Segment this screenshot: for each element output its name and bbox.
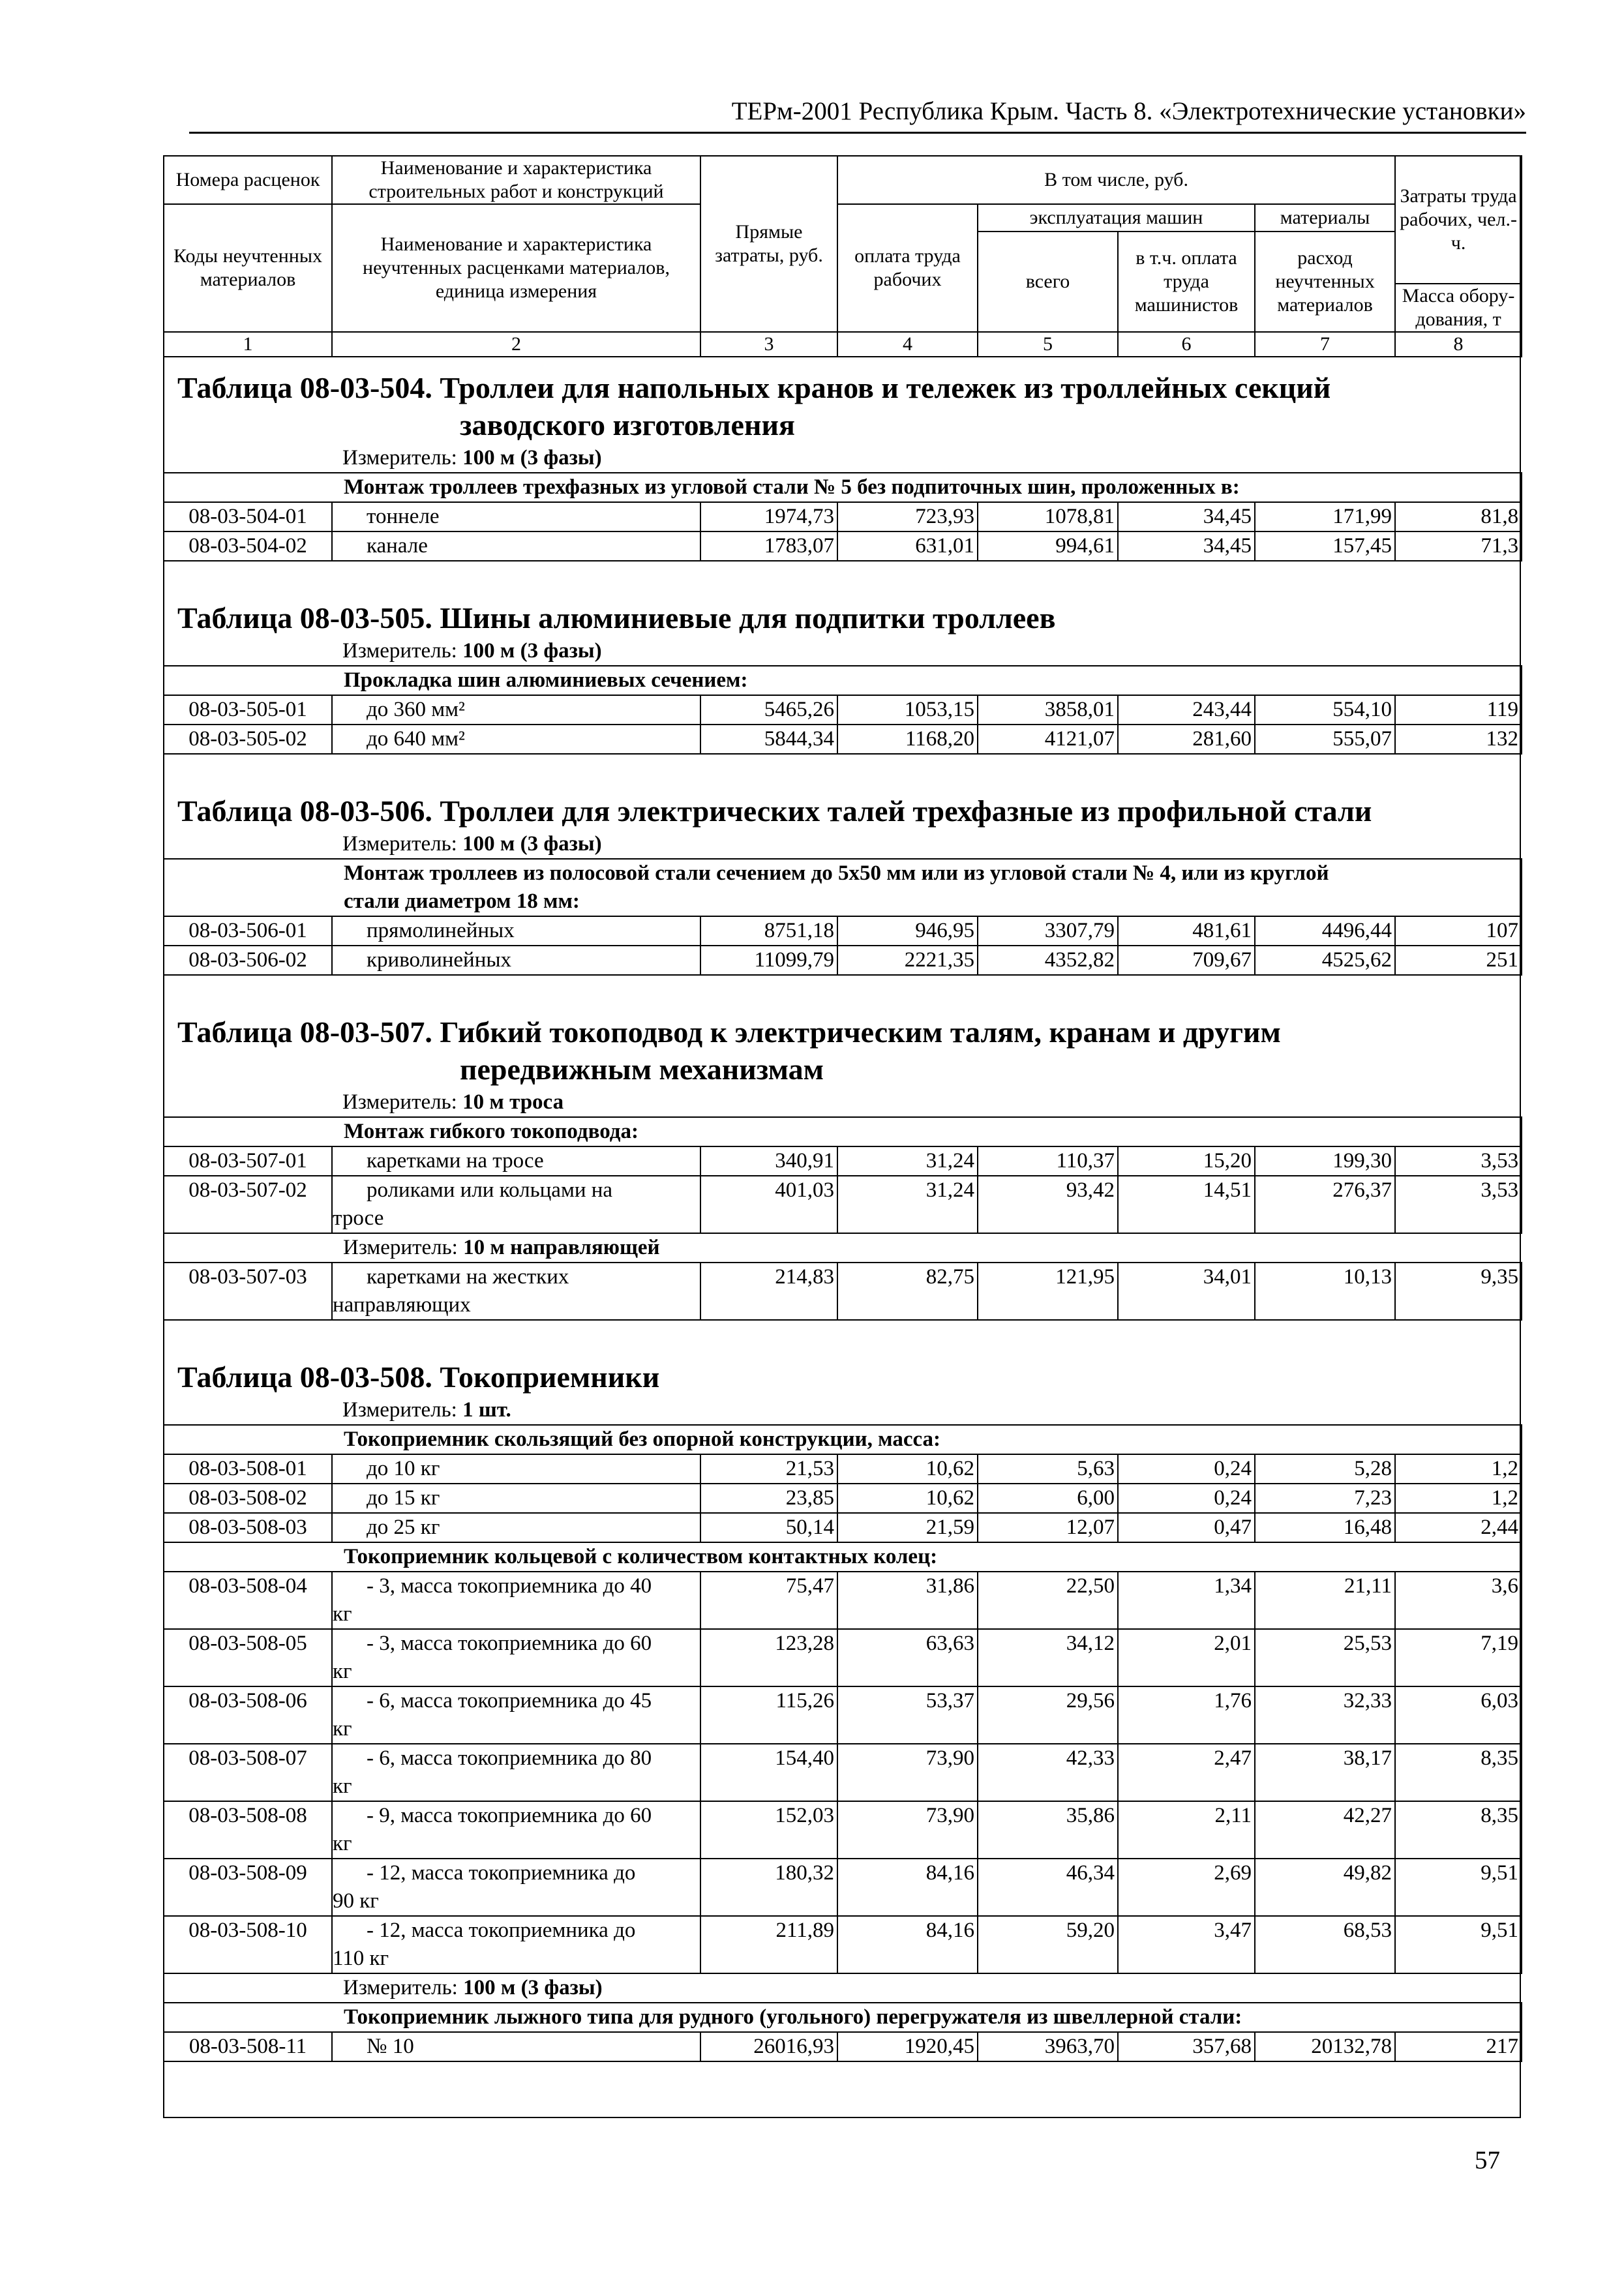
cell-labor-hours: 2,44	[1395, 1513, 1522, 1542]
cell-materials: 7,23	[1255, 1484, 1395, 1513]
cell-direct-cost: 211,89	[700, 1916, 837, 1973]
cell-machinist-pay: 2,01	[1118, 1629, 1255, 1686]
cell-machines-total: 59,20	[978, 1916, 1118, 1973]
row-name: тоннеле	[332, 502, 700, 531]
cell-direct-cost: 5465,26	[700, 695, 837, 725]
meter-label: Измеритель:	[342, 832, 457, 856]
row-code: 08-03-507-01	[164, 1146, 332, 1176]
section-title: Таблица 08-03-504. Троллеи для напольных кранов и тележек из троллейных секций	[177, 371, 1331, 404]
section-title: Таблица 08-03-507. Гибкий токоподвод к электрическим талям, кранам и другим	[177, 1015, 1281, 1049]
cell-direct-cost: 180,32	[700, 1859, 837, 1916]
row-name: канале	[332, 531, 700, 561]
cell-labor-hours: 71,3	[1395, 531, 1522, 561]
header-incl: В том числе, руб.	[837, 156, 1395, 204]
col-number: 4	[837, 332, 978, 357]
row-name-line1: - 12, масса токоприемника до	[367, 1861, 636, 1885]
row-name-line2: кг	[333, 1717, 352, 1741]
cell-labor-pay: 10,62	[837, 1454, 978, 1484]
cell-machinist-pay: 2,69	[1118, 1859, 1255, 1916]
cell-machines-total: 3858,01	[978, 695, 1118, 725]
row-code: 08-03-508-09	[164, 1859, 332, 1916]
table-row	[164, 1801, 1522, 1859]
meter-label: Измеритель:	[342, 446, 457, 470]
row-name-line1: - 9, масса токоприемника до 60	[367, 1804, 652, 1827]
section-title: Таблица 08-03-508. Токоприемники	[177, 1360, 660, 1394]
cell-machinist-pay: 1,76	[1118, 1686, 1255, 1744]
header-col6: в т.ч. оплата труда машинистов	[1118, 232, 1255, 332]
cell-labor-pay: 1920,45	[837, 2032, 978, 2061]
cell-materials: 171,99	[1255, 502, 1395, 531]
header-col3: Прямые затраты, руб.	[700, 156, 837, 332]
cell-materials: 199,30	[1255, 1146, 1395, 1176]
cell-materials: 21,11	[1255, 1572, 1395, 1629]
cell-labor-pay: 73,90	[837, 1801, 978, 1859]
row-name	[332, 1686, 700, 1744]
section-508	[163, 1358, 1521, 2062]
meter	[164, 1973, 1522, 2003]
cell-labor-hours: 3,53	[1395, 1146, 1522, 1176]
cell-labor-hours: 251	[1395, 946, 1522, 975]
cell-machines-total: 4352,82	[978, 946, 1118, 975]
col-number: 5	[978, 332, 1118, 357]
cell-labor-hours: 9,51	[1395, 1916, 1522, 1973]
cell-machines-total: 3963,70	[978, 2032, 1118, 2061]
row-name-line1: - 3, масса токоприемника до 60	[367, 1632, 652, 1655]
cell-direct-cost: 11099,79	[700, 946, 837, 975]
cell-machinist-pay: 34,45	[1118, 502, 1255, 531]
row-name-line2: кг	[333, 1774, 352, 1798]
table-row	[164, 502, 1522, 531]
row-name-line2: кг	[333, 1660, 352, 1683]
table-row	[164, 531, 1522, 561]
header-col1-bottom: Коды неучтенных материалов	[164, 204, 332, 332]
meter-label: Измеритель:	[342, 1398, 457, 1422]
cell-labor-hours: 1,2	[1395, 1484, 1522, 1513]
header-col1-top: Номера расценок	[164, 156, 332, 204]
cell-machines-total: 1078,81	[978, 502, 1118, 531]
meter-label: Измеритель:	[342, 639, 457, 663]
cell-direct-cost: 26016,93	[700, 2032, 837, 2061]
row-code: 08-03-508-06	[164, 1686, 332, 1744]
row-name: прямолинейных	[332, 916, 700, 946]
header-col8-top: Затраты труда рабочих, чел.-ч.	[1395, 156, 1522, 284]
cell-machines-total: 5,63	[978, 1454, 1118, 1484]
row-name-line1: - 3, масса токоприемника до 40	[367, 1574, 652, 1598]
meter-value: 100 м (3 фазы)	[462, 639, 602, 663]
row-name-line2: направляющих	[333, 1293, 471, 1317]
cell-labor-pay: 84,16	[837, 1859, 978, 1916]
row-code: 08-03-508-08	[164, 1801, 332, 1859]
cell-direct-cost: 75,47	[700, 1572, 837, 1629]
cell-direct-cost: 1974,73	[700, 502, 837, 531]
row-name-line1: каретками на жестких	[367, 1265, 569, 1289]
table-row	[164, 1176, 1522, 1233]
cell-machinist-pay: 709,67	[1118, 946, 1255, 975]
row-name: до 10 кг	[332, 1454, 700, 1484]
section-505	[163, 599, 1521, 755]
table-row	[164, 946, 1522, 975]
data-table	[163, 1116, 1522, 1321]
meter	[163, 1088, 1521, 1116]
table-row	[164, 1686, 1522, 1744]
cell-labor-pay: 1053,15	[837, 695, 978, 725]
row-name: до 25 кг	[332, 1513, 700, 1542]
cell-labor-hours: 1,2	[1395, 1454, 1522, 1484]
cell-materials: 49,82	[1255, 1859, 1395, 1916]
section-507	[163, 1013, 1521, 1321]
cell-direct-cost: 21,53	[700, 1454, 837, 1484]
row-code: 08-03-508-04	[164, 1572, 332, 1629]
cell-labor-pay: 31,24	[837, 1146, 978, 1176]
cell-labor-pay: 84,16	[837, 1916, 978, 1973]
page-number: 57	[1475, 2146, 1500, 2174]
row-code: 08-03-508-03	[164, 1513, 332, 1542]
group-heading-line2: стали диаметром 18 мм:	[344, 890, 580, 913]
row-name: № 10	[332, 2032, 700, 2061]
row-code: 08-03-505-02	[164, 725, 332, 754]
cell-labor-hours: 9,51	[1395, 1859, 1522, 1916]
cell-machines-total: 12,07	[978, 1513, 1118, 1542]
row-name-line2: тросе	[333, 1206, 384, 1230]
cell-labor-hours: 119	[1395, 695, 1522, 725]
cell-labor-pay: 63,63	[837, 1629, 978, 1686]
cell-materials: 555,07	[1255, 725, 1395, 754]
data-table	[163, 1424, 1522, 2062]
table-row	[164, 1454, 1522, 1484]
section-title-line2: передвижным механизмам	[460, 1053, 824, 1086]
row-code: 08-03-508-07	[164, 1744, 332, 1801]
header-col2-bottom: Наименование и характеристика неучтенных расценками материалов, единица измерения	[332, 204, 700, 332]
cell-machinist-pay: 281,60	[1118, 725, 1255, 754]
group-heading: Монтаж гибкого токоподвода:	[164, 1117, 1522, 1146]
cell-labor-hours: 3,6	[1395, 1572, 1522, 1629]
cell-direct-cost: 50,14	[700, 1513, 837, 1542]
header-col8-bottom: Масса обору-дования, т	[1395, 284, 1522, 332]
cell-machinist-pay: 34,45	[1118, 531, 1255, 561]
data-table	[163, 472, 1522, 561]
section-506	[163, 792, 1521, 976]
cell-labor-hours: 6,03	[1395, 1686, 1522, 1744]
cell-direct-cost: 5844,34	[700, 725, 837, 754]
cell-direct-cost: 23,85	[700, 1484, 837, 1513]
cell-materials: 5,28	[1255, 1454, 1395, 1484]
cell-machines-total: 42,33	[978, 1744, 1118, 1801]
row-name-line2: 110 кг	[333, 1947, 389, 1970]
meter-value: 10 м направляющей	[463, 1236, 660, 1259]
cell-machinist-pay: 0,24	[1118, 1484, 1255, 1513]
cell-materials: 276,37	[1255, 1176, 1395, 1233]
row-name	[332, 1263, 700, 1320]
cell-machinist-pay: 0,47	[1118, 1513, 1255, 1542]
meter-value: 10 м троса	[462, 1090, 564, 1114]
cell-machines-total: 3307,79	[978, 916, 1118, 946]
cell-machinist-pay: 481,61	[1118, 916, 1255, 946]
cell-materials: 157,45	[1255, 531, 1395, 561]
row-name	[332, 1801, 700, 1859]
row-name	[332, 1572, 700, 1629]
cell-materials: 68,53	[1255, 1916, 1395, 1973]
section-504	[163, 369, 1521, 561]
table-row	[164, 1263, 1522, 1320]
cell-labor-pay: 1168,20	[837, 725, 978, 754]
row-name	[332, 1744, 700, 1801]
meter	[163, 1396, 1521, 1424]
group-heading: Монтаж троллеев трехфазных из угловой стали № 5 без подпиточных шин, проложенных в:	[164, 473, 1522, 502]
cell-direct-cost: 154,40	[700, 1744, 837, 1801]
row-name	[332, 1629, 700, 1686]
cell-materials: 25,53	[1255, 1629, 1395, 1686]
group-heading-line1: Монтаж троллеев из полосовой стали сечением до 5х50 мм или из угловой стали № 4, или из круглой	[344, 861, 1329, 885]
cell-machinist-pay: 243,44	[1118, 695, 1255, 725]
cell-labor-pay: 53,37	[837, 1686, 978, 1744]
row-name: до 640 мм²	[332, 725, 700, 754]
row-code: 08-03-508-10	[164, 1916, 332, 1973]
section-title: Таблица 08-03-505. Шины алюминиевые для подпитки троллеев	[177, 601, 1056, 635]
cell-labor-hours: 8,35	[1395, 1801, 1522, 1859]
cell-labor-pay: 10,62	[837, 1484, 978, 1513]
row-name: каретками на тросе	[332, 1146, 700, 1176]
cell-machines-total: 110,37	[978, 1146, 1118, 1176]
cell-labor-pay: 73,90	[837, 1744, 978, 1801]
table-row	[164, 1629, 1522, 1686]
cell-machinist-pay: 15,20	[1118, 1146, 1255, 1176]
cell-direct-cost: 340,91	[700, 1146, 837, 1176]
table-row	[164, 1859, 1522, 1916]
row-name-line2: кг	[333, 1832, 352, 1855]
cell-direct-cost: 115,26	[700, 1686, 837, 1744]
table-row	[164, 1484, 1522, 1513]
col-number: 7	[1255, 332, 1395, 357]
cell-machinist-pay: 34,01	[1118, 1263, 1255, 1320]
row-code: 08-03-507-03	[164, 1263, 332, 1320]
header-col5: всего	[978, 232, 1118, 332]
meter	[163, 830, 1521, 858]
cell-labor-hours: 132	[1395, 725, 1522, 754]
col-number: 1	[164, 332, 332, 357]
row-name	[332, 1859, 700, 1916]
cell-materials: 32,33	[1255, 1686, 1395, 1744]
page-header: ТЕРм-2001 Республика Крым. Часть 8. «Электротехнические установки»	[731, 97, 1526, 125]
row-code: 08-03-504-01	[164, 502, 332, 531]
cell-machinist-pay: 2,47	[1118, 1744, 1255, 1801]
table-row	[164, 1744, 1522, 1801]
cell-labor-pay: 31,86	[837, 1572, 978, 1629]
header-col4: оплата труда рабочих	[837, 204, 978, 332]
header-machines: эксплуатация машин	[978, 204, 1255, 232]
cell-materials: 20132,78	[1255, 2032, 1395, 2061]
row-code: 08-03-504-02	[164, 531, 332, 561]
row-name	[332, 1916, 700, 1973]
row-name-line1: роликами или кольцами на	[367, 1178, 613, 1202]
meter-value: 100 м (3 фазы)	[462, 446, 602, 470]
table-row	[164, 1146, 1522, 1176]
cell-machinist-pay: 2,11	[1118, 1801, 1255, 1859]
row-code: 08-03-508-11	[164, 2032, 332, 2061]
cell-machines-total: 994,61	[978, 531, 1118, 561]
table-row	[164, 1513, 1522, 1542]
row-name: до 15 кг	[332, 1484, 700, 1513]
data-table	[163, 665, 1522, 755]
cell-machines-total: 121,95	[978, 1263, 1118, 1320]
cell-labor-pay: 2221,35	[837, 946, 978, 975]
col-number: 3	[700, 332, 837, 357]
row-code: 08-03-506-02	[164, 946, 332, 975]
row-name-line2: 90 кг	[333, 1889, 379, 1913]
cell-labor-pay: 21,59	[837, 1513, 978, 1542]
row-name	[332, 1176, 700, 1233]
row-code: 08-03-505-01	[164, 695, 332, 725]
group-heading: Прокладка шин алюминиевых сечением:	[164, 666, 1522, 695]
section-title-line2: заводского изготовления	[460, 408, 795, 441]
cell-direct-cost: 152,03	[700, 1801, 837, 1859]
table-row	[164, 725, 1522, 754]
table-row	[164, 1572, 1522, 1629]
cell-materials: 4496,44	[1255, 916, 1395, 946]
meter-value: 100 м (3 фазы)	[462, 832, 602, 856]
cell-direct-cost: 401,03	[700, 1176, 837, 1233]
cell-materials: 42,27	[1255, 1801, 1395, 1859]
cell-machinist-pay: 1,34	[1118, 1572, 1255, 1629]
group-heading	[164, 859, 1522, 916]
cell-machines-total: 4121,07	[978, 725, 1118, 754]
data-table	[163, 858, 1522, 976]
row-name-line1: - 12, масса токоприемника до	[367, 1919, 636, 1942]
cell-labor-hours: 107	[1395, 916, 1522, 946]
table-body	[163, 333, 1521, 2062]
cell-labor-hours: 8,35	[1395, 1744, 1522, 1801]
meter-label: Измеритель:	[343, 1236, 458, 1259]
row-code: 08-03-508-05	[164, 1629, 332, 1686]
cell-machines-total: 6,00	[978, 1484, 1118, 1513]
cell-machinist-pay: 3,47	[1118, 1916, 1255, 1973]
meter	[163, 636, 1521, 665]
table-row	[164, 916, 1522, 946]
meter-value: 100 м (3 фазы)	[463, 1976, 603, 1999]
meter-label: Измеритель:	[342, 1090, 457, 1114]
cell-machinist-pay: 357,68	[1118, 2032, 1255, 2061]
col-number: 8	[1395, 332, 1522, 357]
col-number: 6	[1118, 332, 1255, 357]
cell-direct-cost: 1783,07	[700, 531, 837, 561]
cell-machinist-pay: 14,51	[1118, 1176, 1255, 1233]
row-name-line1: - 6, масса токоприемника до 45	[367, 1689, 652, 1713]
group-heading: Токоприемник скользящий без опорной конструкции, масса:	[164, 1425, 1522, 1454]
header-col7: расход неучтенных материалов	[1255, 232, 1395, 332]
cell-direct-cost: 214,83	[700, 1263, 837, 1320]
cell-machinist-pay: 0,24	[1118, 1454, 1255, 1484]
cell-machines-total: 22,50	[978, 1572, 1118, 1629]
cell-materials: 554,10	[1255, 695, 1395, 725]
cell-labor-pay: 946,95	[837, 916, 978, 946]
cell-labor-hours: 81,8	[1395, 502, 1522, 531]
cell-labor-pay: 82,75	[837, 1263, 978, 1320]
meter	[163, 443, 1521, 472]
cell-labor-hours: 217	[1395, 2032, 1522, 2061]
row-name-line1: - 6, масса токоприемника до 80	[367, 1746, 652, 1770]
table-header	[163, 155, 1522, 357]
section-title: Таблица 08-03-506. Троллеи для электрических талей трехфазные из профильной стали	[177, 794, 1372, 828]
cell-labor-hours: 7,19	[1395, 1629, 1522, 1686]
cell-labor-hours: 3,53	[1395, 1176, 1522, 1233]
row-name-line2: кг	[333, 1602, 352, 1626]
group-heading: Токоприемник кольцевой с количеством контактных колец:	[164, 1542, 1522, 1572]
meter	[164, 1233, 1522, 1263]
cell-machines-total: 46,34	[978, 1859, 1118, 1916]
row-code: 08-03-508-02	[164, 1484, 332, 1513]
header-rule	[189, 132, 1526, 134]
cell-machines-total: 34,12	[978, 1629, 1118, 1686]
cell-labor-pay: 31,24	[837, 1176, 978, 1233]
row-code: 08-03-507-02	[164, 1176, 332, 1233]
row-name: до 360 мм²	[332, 695, 700, 725]
cell-machines-total: 35,86	[978, 1801, 1118, 1859]
cell-labor-hours: 9,35	[1395, 1263, 1522, 1320]
cell-materials: 4525,62	[1255, 946, 1395, 975]
table-row	[164, 695, 1522, 725]
cell-materials: 16,48	[1255, 1513, 1395, 1542]
table-row	[164, 1916, 1522, 1973]
cell-machines-total: 93,42	[978, 1176, 1118, 1233]
row-code: 08-03-506-01	[164, 916, 332, 946]
cell-direct-cost: 123,28	[700, 1629, 837, 1686]
row-code: 08-03-508-01	[164, 1454, 332, 1484]
cell-labor-pay: 723,93	[837, 502, 978, 531]
col-number: 2	[332, 332, 700, 357]
meter-value: 1 шт.	[462, 1398, 511, 1422]
cell-materials: 38,17	[1255, 1744, 1395, 1801]
cell-machines-total: 29,56	[978, 1686, 1118, 1744]
cell-direct-cost: 8751,18	[700, 916, 837, 946]
meter-label: Измеритель:	[343, 1976, 458, 1999]
header-materials: материалы	[1255, 204, 1395, 232]
header-col2-top: Наименование и характеристика строительных работ и конструкций	[332, 156, 700, 204]
group-heading: Токоприемник лыжного типа для рудного (угольного) перегружателя из швеллерной стали:	[164, 2003, 1522, 2032]
table-row	[164, 2032, 1522, 2061]
cell-labor-pay: 631,01	[837, 531, 978, 561]
cell-materials: 10,13	[1255, 1263, 1395, 1320]
row-name: криволинейных	[332, 946, 700, 975]
